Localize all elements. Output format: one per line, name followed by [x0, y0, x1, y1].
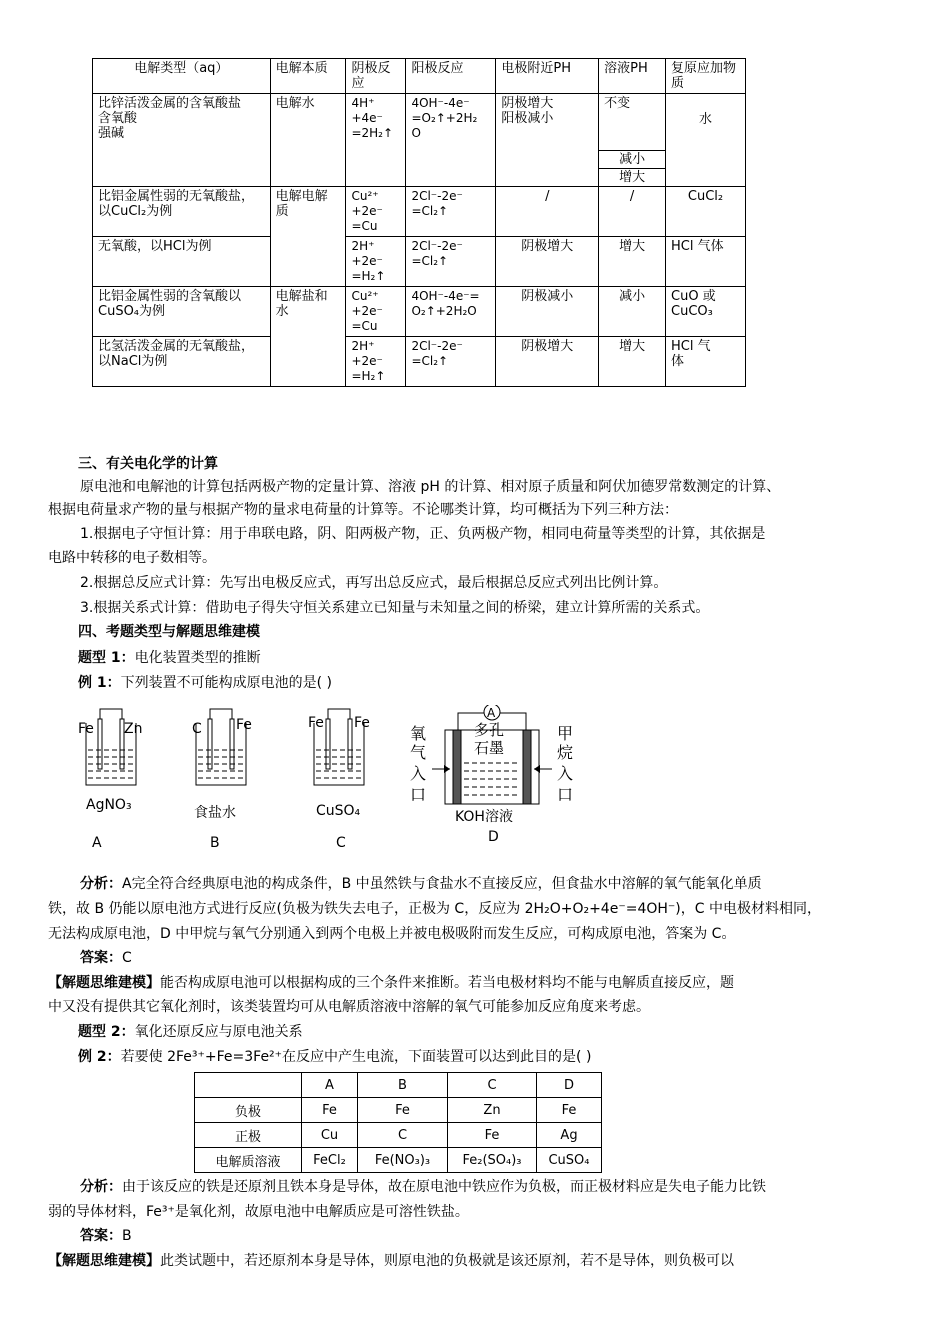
header-cell: 复原应加物质	[666, 59, 746, 94]
arrow-left-icon	[444, 765, 450, 773]
cell-ph	[599, 94, 666, 187]
cell-essence: 电解盐和水	[270, 287, 346, 387]
sec3-method1a: 1.根据电子守恒计算：用于串联电路，阴、阳两极产物，正、负两极产物，相同电荷量等类型的计算，其依据是	[80, 526, 766, 542]
option-header-cell: B	[358, 1073, 448, 1098]
electrode-c-left	[326, 719, 330, 769]
model1-label: 【解题思维建模】	[48, 975, 160, 991]
wire-c	[328, 709, 350, 719]
cell-restore: HCl 气 体	[666, 337, 746, 387]
analysis1-a: A完全符合经典原电池的构成条件，B 中虽然铁与食盐水不直接反应，但食盐水中溶解的氧气能氧化单质	[122, 876, 762, 892]
label-b-left: C	[192, 721, 202, 737]
table-row	[93, 187, 746, 237]
analysis1	[80, 874, 762, 894]
table-header-row	[93, 59, 746, 94]
cell-cathode: 2H⁺ +2e⁻ =H₂↑	[346, 237, 406, 287]
solution-d	[464, 763, 520, 795]
answer2-label: 答案：	[80, 1228, 122, 1244]
section-4-title: 四、考题类型与解题思维建模	[78, 624, 260, 640]
analysis2	[80, 1177, 766, 1197]
option-cell: Ag	[537, 1123, 602, 1148]
model1-a-line	[48, 973, 734, 993]
electrode-a-left	[98, 719, 102, 769]
label-d-oxygen-3: 入	[410, 764, 427, 783]
cell-near: 阴极增大	[496, 337, 599, 387]
table-row	[195, 1073, 602, 1098]
option-cell: Fe	[358, 1098, 448, 1123]
option-cell: Fe₂(SO₄)₃	[448, 1148, 537, 1173]
label-b-right: Fe	[236, 717, 252, 733]
example1-text: 下列装置不可能构成原电池的是( )	[120, 675, 332, 691]
table-row	[195, 1148, 602, 1173]
sec3-method2: 2.根据总反应式计算：先写出电极反应式，再写出总反应式，最后根据总反应式列出比例计算。	[80, 575, 668, 591]
label-d-methane-2: 烷	[557, 743, 574, 762]
section-3-title: 三、有关电化学的计算	[78, 456, 218, 472]
cell-near: 阴极减小	[496, 287, 599, 337]
label-c-solution: CuSO₄	[316, 803, 361, 819]
label-b-letter: B	[210, 835, 220, 851]
solution-a	[88, 750, 134, 778]
option-cell: Cu	[302, 1123, 358, 1148]
arrow-right-icon	[534, 765, 540, 773]
option-cell: CuSO₄	[537, 1148, 602, 1173]
ph-decrease: 减小	[599, 150, 665, 168]
electrode-c-right	[348, 719, 352, 769]
example1-label: 例 1：	[78, 675, 121, 691]
cell-cathode: Cu²⁺ +2e⁻ =Cu	[346, 287, 406, 337]
cell-anode: 2Cl⁻-2e⁻ =Cl₂↑	[406, 237, 496, 287]
cell-b-diagram	[192, 709, 252, 851]
analysis1-b: 铁，故 B 仍能以原电池方式进行反应(负极为铁失去电子，正极为 C，反应为 2H₂O+O₂+4e⁻=4OH⁻)，C 中电极材料相同，	[48, 901, 821, 917]
label-c-letter: C	[336, 835, 346, 851]
example2	[78, 1047, 591, 1067]
cell-ph: 增大	[599, 237, 666, 287]
electrode-b-left	[208, 719, 212, 769]
label-d-letter: D	[488, 829, 499, 845]
option-cell: Fe	[537, 1098, 602, 1123]
type2-label: 题型 2：	[78, 1024, 135, 1040]
cell-type: 比铝金属性弱的含氧酸以CuSO₄为例	[93, 287, 271, 337]
analysis1-label: 分析：	[80, 876, 122, 892]
option-header-cell	[195, 1073, 302, 1098]
cell-restore: HCl 气体	[666, 237, 746, 287]
analysis2-b: 弱的导体材料，Fe³⁺是氧化剂，故原电池中电解质应是可溶性铁盐。	[48, 1204, 469, 1220]
table-row	[93, 94, 746, 187]
galvanic-cells-figure	[70, 705, 590, 855]
header-cell: 电极附近PH	[496, 59, 599, 94]
model2-label: 【解题思维建模】	[48, 1253, 160, 1269]
option-header-cell: A	[302, 1073, 358, 1098]
option-header-cell: C	[448, 1073, 537, 1098]
label-d-oxygen-1: 氧	[410, 724, 427, 743]
model1-a: 能否构成原电池可以根据构成的三个条件来推断。若当电极材料均不能与电解质直接反应，题	[160, 975, 734, 991]
sec3-p1b: 根据电荷量求产物的量与根据产物的量求电荷量的计算等。不论哪类计算，均可概括为下列三种方法：	[48, 502, 678, 518]
answer1-value: C	[122, 950, 132, 966]
cell-cathode: 2H⁺ +2e⁻ =H₂↑	[346, 337, 406, 387]
ph-unchanged: 不变	[604, 96, 631, 111]
table-row	[195, 1123, 602, 1148]
option-cell: Fe(NO₃)₃	[358, 1148, 448, 1173]
options-table	[194, 1072, 602, 1173]
cell-anode: 2Cl⁻-2e⁻ =Cl₂↑	[406, 187, 496, 237]
electrolysis-table	[92, 58, 746, 387]
type1-text: 电化装置类型的推断	[134, 650, 261, 666]
cell-c-diagram	[308, 709, 370, 851]
cell-anode: 2Cl⁻-2e⁻ =Cl₂↑	[406, 337, 496, 387]
label-c-left: Fe	[308, 715, 324, 731]
table-row	[195, 1098, 602, 1123]
label-d-oxygen-2: 气	[410, 743, 427, 762]
header-cell: 电解类型（aq）	[93, 59, 271, 94]
analysis1-c: 无法构成原电池，D 中甲烷与氧气分别通入到两个电极上并被电极吸附而发生反应，可构成原电池，答案为 C。	[48, 926, 736, 942]
analysis2-a: 由于该反应的铁是还原剂且铁本身是导体，故在原电池中铁应作为负极，而正极材料应是失电子能力比铁	[122, 1179, 766, 1195]
type1-heading	[78, 648, 261, 668]
label-a-letter: A	[92, 835, 102, 851]
cell-ph: 增大	[599, 337, 666, 387]
cell-restore: 水	[666, 94, 746, 187]
cell-essence: 电解水	[270, 94, 346, 187]
option-header-cell: D	[537, 1073, 602, 1098]
label-c-right: Fe	[354, 715, 370, 731]
cell-essence: 电解电解质	[270, 187, 346, 287]
cell-restore: CuCl₂	[666, 187, 746, 237]
table-row	[93, 237, 746, 287]
header-cell: 电解本质	[270, 59, 346, 94]
cell-d-diagram	[410, 705, 573, 845]
answer2-value: B	[122, 1228, 132, 1244]
type2-heading	[78, 1022, 303, 1042]
model2-line	[48, 1251, 734, 1271]
option-cell: C	[358, 1123, 448, 1148]
electrode-d-left	[453, 730, 461, 804]
header-cell: 阴极反应	[346, 59, 406, 94]
cell-cathode: Cu²⁺ +2e⁻ =Cu	[346, 187, 406, 237]
sec3-method3: 3.根据关系式计算：借助电子得失守恒关系建立已知量与未知量之间的桥梁，建立计算所需的关系式。	[80, 600, 710, 616]
cell-a-diagram	[78, 709, 142, 851]
example2-text: 若要使 2Fe³⁺+Fe=3Fe²⁺在反应中产生电流，下面装置可以达到此目的是( )	[120, 1049, 592, 1065]
wire-a	[100, 709, 122, 719]
model1-b: 中又没有提供其它氧化剂时，该类装置均可从电解质溶液中溶解的氧气可能参加反应角度来考虑。	[48, 999, 650, 1015]
table-row	[93, 287, 746, 337]
header-cell: 溶液PH	[599, 59, 666, 94]
header-cell: 阳极反应	[406, 59, 496, 94]
option-cell: FeCl₂	[302, 1148, 358, 1173]
cell-restore: CuO 或 CuCO₃	[666, 287, 746, 337]
label-a-right: Zn	[124, 721, 143, 737]
cell-anode: 4OH⁻-4e⁻= O₂↑+2H₂O	[406, 287, 496, 337]
example1	[78, 673, 332, 693]
answer1-label: 答案：	[80, 950, 122, 966]
cell-near: /	[496, 187, 599, 237]
label-d-oxygen-4: 口	[410, 785, 427, 804]
label-a-left: Fe	[78, 721, 94, 737]
type2-text: 氧化还原反应与原电池关系	[134, 1024, 303, 1040]
cell-type: 比氢活泼金属的无氧酸盐，以NaCl为例	[93, 337, 271, 387]
ph-increase: 增大	[599, 168, 665, 186]
sec3-p1a: 原电池和电解池的计算包括两极产物的定量计算、溶液 pH 的计算、相对原子质量和阿伏加德罗常数测定的计算、	[80, 479, 781, 495]
electrode-b-right	[230, 719, 234, 769]
analysis2-label: 分析：	[80, 1179, 122, 1195]
model2-text: 此类试题中，若还原剂本身是导体，则原电池的负极就是该还原剂，若不是导体，则负极可以	[160, 1253, 734, 1269]
cell-near: 阴极增大	[496, 237, 599, 287]
answer1	[80, 948, 132, 968]
cell-ph: 减小	[599, 287, 666, 337]
label-d-electrode-1: 多孔	[474, 721, 505, 739]
label-d-electrode-2: 石墨	[474, 739, 505, 757]
wire-b	[210, 709, 232, 719]
label-d-methane-4: 口	[557, 785, 574, 804]
answer2	[80, 1226, 132, 1246]
electrode-d-right	[523, 730, 531, 804]
solution-c	[316, 750, 362, 778]
option-cell: Fe	[302, 1098, 358, 1123]
label-b-solution: 食盐水	[194, 805, 236, 821]
solution-b	[198, 750, 244, 778]
option-cell: 电解质溶液	[195, 1148, 302, 1173]
sec3-method1b: 电路中转移的电子数相等。	[48, 550, 216, 566]
cell-cathode: 4H⁺ +4e⁻ =2H₂↑	[346, 94, 406, 187]
cell-anode: 4OH⁻-4e⁻ =O₂↑+2H₂ O	[406, 94, 496, 187]
cell-type: 比锌活泼金属的含氧酸盐 含氧酸 强碱	[93, 94, 271, 187]
option-cell: 负极	[195, 1098, 302, 1123]
table-row	[93, 337, 746, 387]
cell-near: 阴极增大 阳极减小	[496, 94, 599, 187]
option-cell: Zn	[448, 1098, 537, 1123]
option-cell: 正极	[195, 1123, 302, 1148]
label-d-meter: A	[487, 706, 496, 720]
label-a-solution: AgNO₃	[86, 797, 132, 813]
cell-type: 无氧酸，以HCl为例	[93, 237, 271, 287]
cell-type: 比铝金属性弱的无氧酸盐，以CuCl₂为例	[93, 187, 271, 237]
option-cell: Fe	[448, 1123, 537, 1148]
label-d-solution: KOH溶液	[455, 809, 513, 825]
cell-ph: /	[599, 187, 666, 237]
label-d-methane-3: 入	[557, 764, 574, 783]
type1-label: 题型 1：	[78, 650, 135, 666]
label-d-methane-1: 甲	[557, 724, 574, 743]
beaker-c	[314, 723, 364, 785]
example2-label: 例 2：	[78, 1049, 121, 1065]
